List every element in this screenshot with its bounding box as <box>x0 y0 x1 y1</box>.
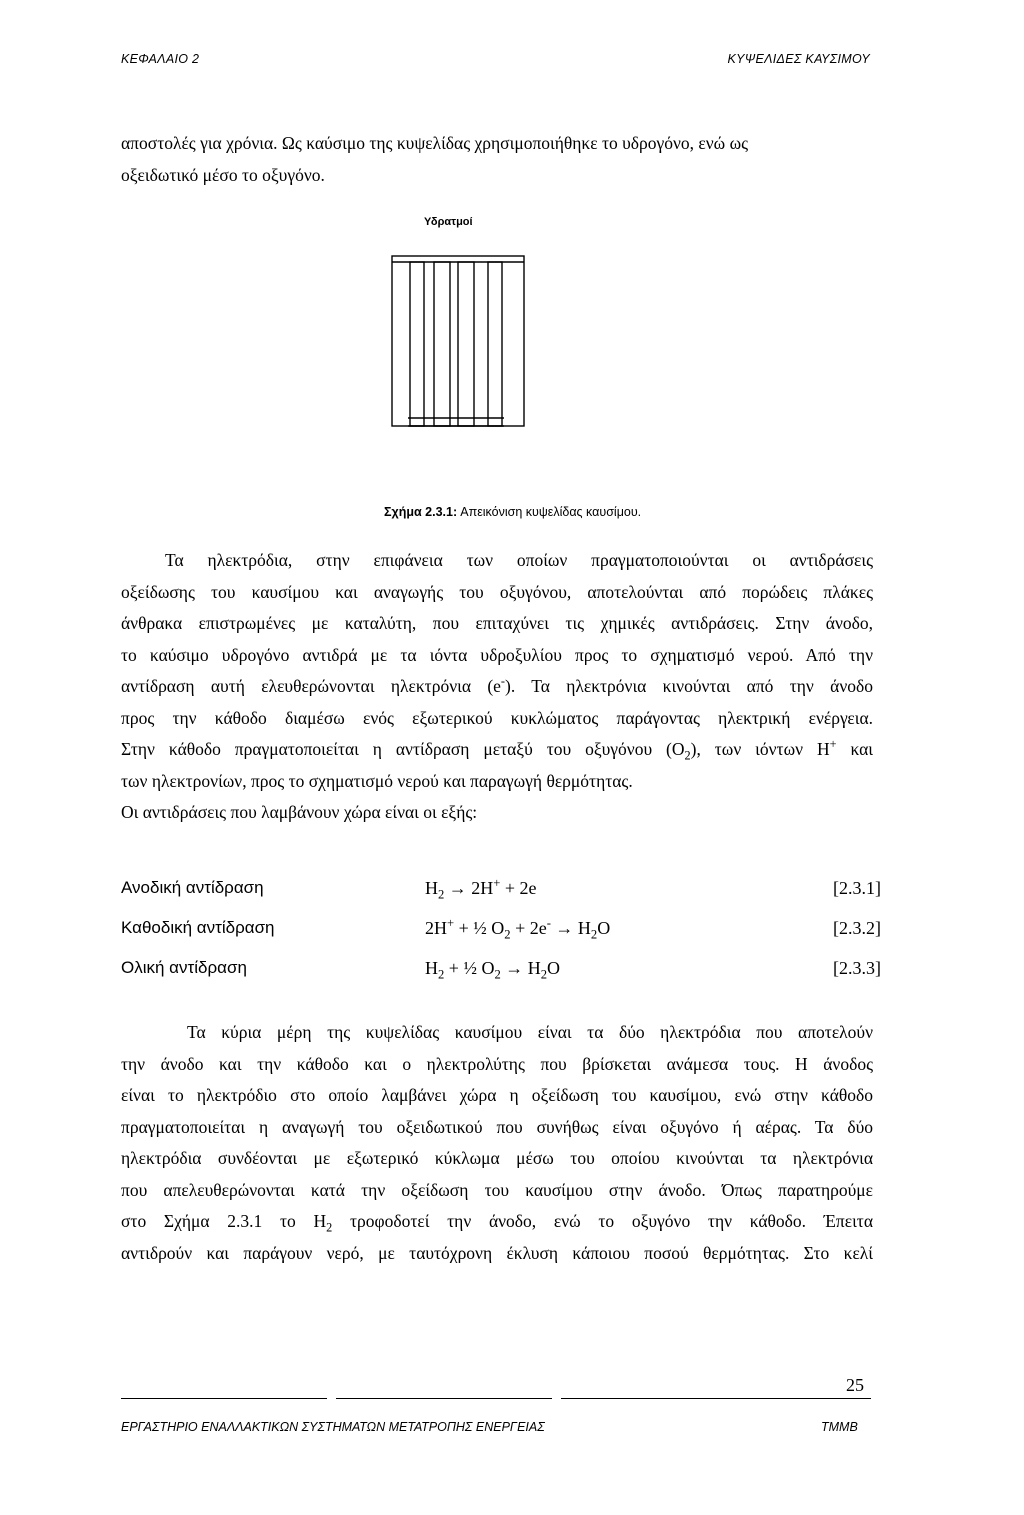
text-line: Τα ηλεκτρόδια, στην επιφάνεια των οποίων πραγματοποιούνται οι αντιδράσεις <box>165 550 873 570</box>
fuel-cell-diagram <box>388 250 530 430</box>
reaction-equation: $H_2 \to 2H^+ + 2e$ <box>425 876 537 902</box>
text-line: Οι αντιδράσεις που λαμβάνουν χώρα είναι οι εξής: <box>121 802 478 822</box>
text-line: είναι το ηλεκτρόδιο στο οποίο λαμβάνει χώρα η οξείδωση του καυσίμου, ενώ στην κάθοδο <box>121 1085 873 1105</box>
reaction-label: Ολική αντίδραση <box>121 958 247 977</box>
text-line: Στην κάθοδο πραγματοποιείται η αντίδραση μεταξύ του οξυγόνου $(O_2)$, των ιόντων H+ και <box>121 737 873 763</box>
reaction-equation: $H_2$ + ½ $O_2 \to H_2O$ <box>425 958 561 982</box>
text-line: το καύσιμο υδρογόνο αντιδρά με τα ιόντα υδροξυλίου προς το σχηματισμό νερού. Από την <box>121 644 873 665</box>
reaction-equation: 2H+ + ½ $O_2 + 2e^- \to H_2O$ <box>425 916 611 942</box>
footer-right: ΤΜΜΒ <box>821 1420 858 1434</box>
page-number: 25 <box>846 1375 864 1395</box>
footer-rule-segment-3 <box>561 1398 871 1399</box>
main-parts-paragraph <box>121 1017 873 1269</box>
text-line: πραγματοποιείται η αναγωγή του οξειδωτικού που συνήθως είναι οξυγόνο ή αέρας. Τα δύο <box>121 1116 873 1137</box>
figure-title: Υδρατμοί <box>424 216 473 228</box>
running-header-right: ΚΥΨΕΛΙΔΕΣ ΚΑΥΣΙΜΟΥ <box>727 52 870 66</box>
reaction-label: Ανοδική αντίδραση <box>121 878 264 897</box>
reaction-row <box>121 878 881 908</box>
electrodes-paragraph <box>121 545 873 829</box>
text-line: προς την κάθοδο διαμέσω ενός εξωτερικού κυκλώματος παράγοντας ηλεκτρική ενέργεια. <box>121 707 873 728</box>
text-line: στο Σχήμα 2.3.1 το $H_2$ τροφοδοτεί την άνοδο, ενώ το οξυγόνο την κάθοδο. Έπειτα <box>121 1211 874 1235</box>
text-line: ηλεκτρόδια συνδέονται με εξωτερικό κύκλωμα μέσω του οποίου κινούνται τα ηλεκτρόνια <box>121 1148 873 1168</box>
cathode-electrode <box>488 262 502 426</box>
anode-electrode <box>410 262 424 426</box>
text-line: των ηλεκτρονίων, προς το σχηματισμό νερού και παραγωγή θερμότητας. <box>121 770 633 791</box>
figure-caption <box>384 505 641 520</box>
text-line: αντίδραση αυτή ελευθερώνονται ηλεκτρόνια (e-). Τα ηλεκτρόνια κινούνται από την άνοδο <box>121 674 873 696</box>
text-line: αντιδρούν και παράγουν νερό, με ταυτόχρονη έκλυση κάποιου ποσού θερμότητας. Στο κελί <box>121 1242 873 1263</box>
intro-paragraph <box>121 128 873 191</box>
electrolyte-plate-left <box>434 262 450 426</box>
electrolyte-plate-right <box>458 262 474 426</box>
reaction-label: Καθοδική αντίδραση <box>121 918 275 937</box>
reaction-number: [2.3.1] <box>833 878 881 898</box>
footer-rule-segment-1 <box>121 1398 327 1399</box>
reaction-row <box>121 918 881 948</box>
text-line: οξειδωτικό μέσο το οξυγόνο. <box>121 164 325 185</box>
text-line: Τα κύρια μέρη της κυψελίδας καυσίμου είναι τα δύο ηλεκτρόδια που αποτελούν <box>187 1022 873 1042</box>
footer-rule-segment-2 <box>336 1398 552 1399</box>
text-line: άνθρακα επιστρωμένες με καταλύτη, που επιταχύνει τις χημικές αντιδράσεις. Στην άνοδο, <box>121 613 873 633</box>
text-line: την άνοδο και την κάθοδο και ο ηλεκτρολύτης που βρίσκεται ανάμεσα τους. Η άνοδος <box>121 1053 873 1074</box>
running-header-left: ΚΕΦΑΛΑΙΟ 2 <box>121 52 200 66</box>
text-line: αποστολές για χρόνια. Ως καύσιμο της κυψελίδας χρησιμοποιήθηκε το υδρογόνο, ενώ ως <box>121 133 749 153</box>
reaction-number: [2.3.2] <box>833 918 881 938</box>
reaction-row <box>121 958 881 988</box>
text-line: οξείδωσης του καυσίμου και αναγωγής του οξυγόνου, αποτελούνται από πορώδεις πλάκες <box>121 581 873 602</box>
figure-caption-label: Σχήμα 2.3.1: <box>384 505 458 519</box>
text-line: που απελευθερώνονται κατά την οξείδωση του καυσίμου στην άνοδο. Όπως παρατηρούμε <box>121 1179 873 1200</box>
footer-left: ΕΡΓΑΣΤΗΡΙΟ ΕΝΑΛΛΑΚΤΙΚΩΝ ΣΥΣΤΗΜΑΤΩΝ ΜΕΤΑΤΡΟΠΗΣ ΕΝΕΡΓΕΙΑΣ <box>121 1420 545 1434</box>
reaction-number: [2.3.3] <box>833 958 881 978</box>
figure-caption-text: Απεικόνιση κυψελίδας καυσίμου. <box>460 505 642 519</box>
